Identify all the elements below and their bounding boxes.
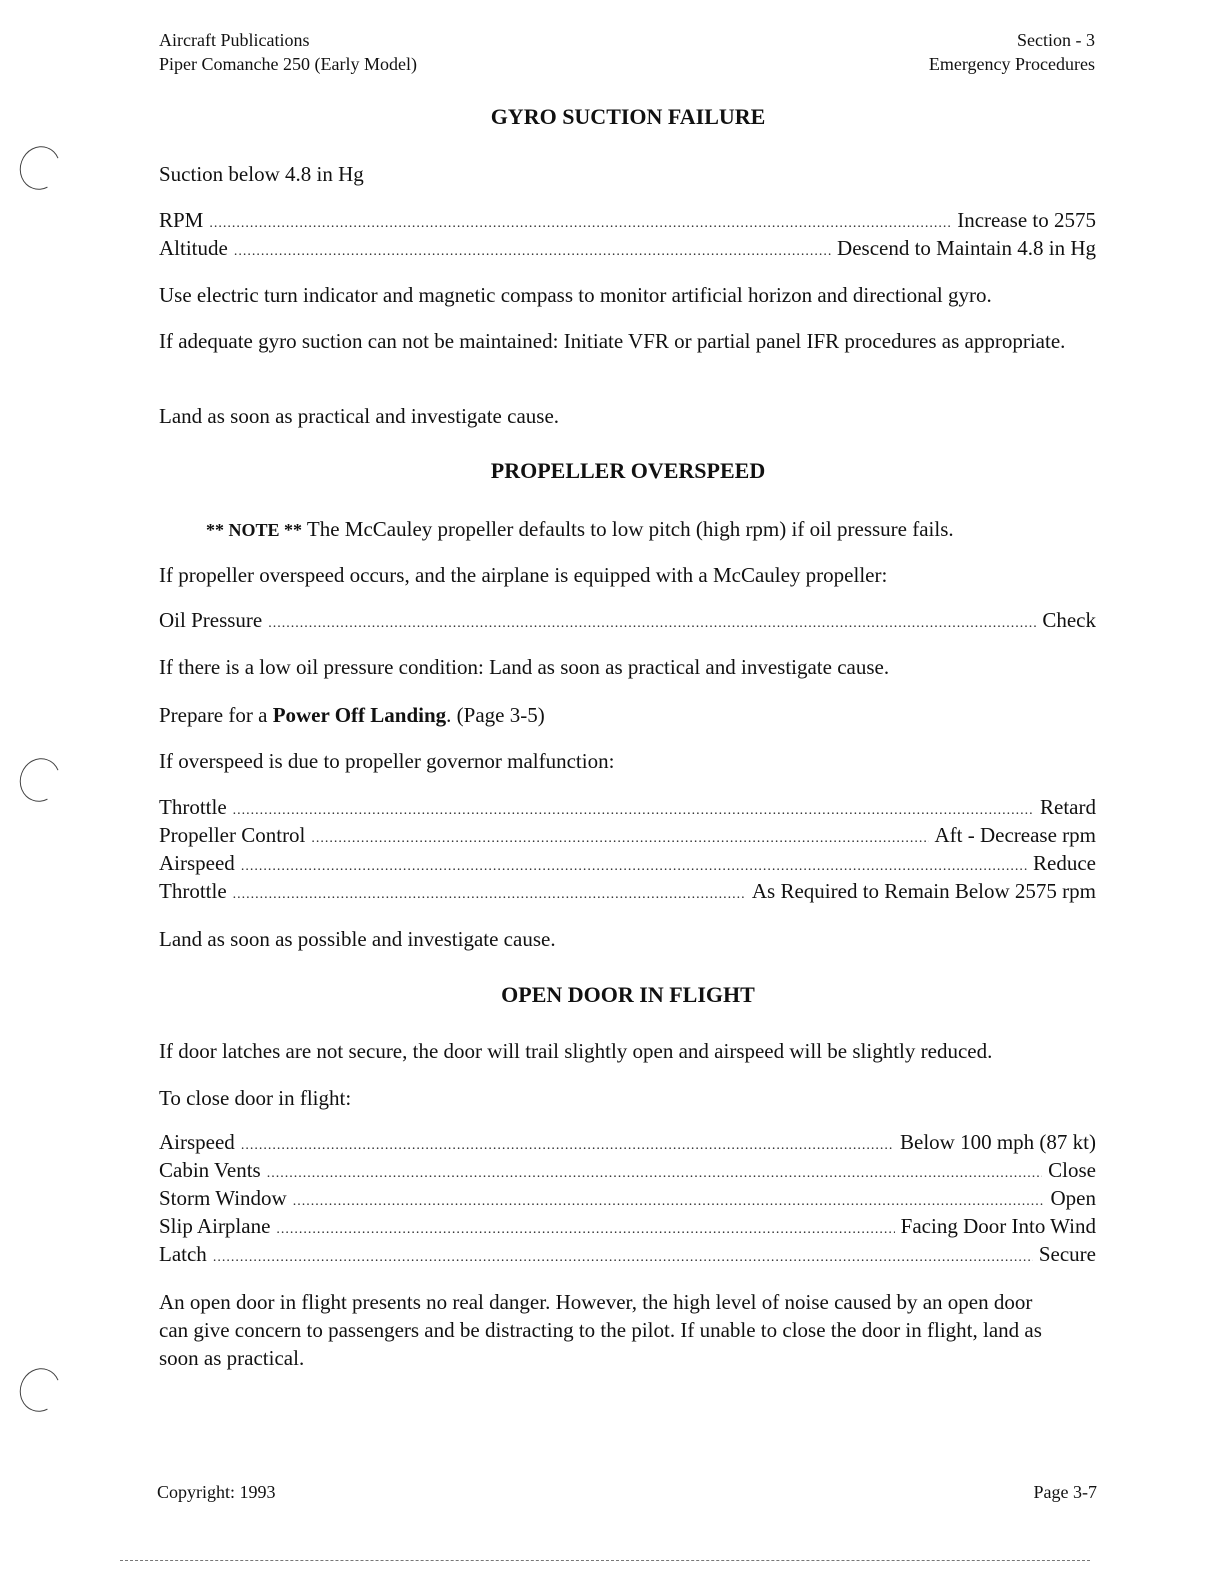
punch-hole	[14, 1362, 67, 1417]
door-checklist	[159, 1128, 1096, 1268]
publisher-name: Aircraft Publications	[159, 30, 310, 50]
leader-dots	[233, 797, 1034, 825]
checklist-item-action: Open	[1050, 1186, 1096, 1210]
door-paragraph: If door latches are not secure, the door will trail slightly open and airspeed will be slightly reduced.	[159, 1039, 993, 1063]
text-span: Prepare for a	[159, 703, 273, 727]
section-name: Emergency Procedures	[928, 54, 1095, 74]
gyro-paragraph: If adequate gyro suction can not be maintained: Initiate VFR or partial panel IFR procedures as appropriate.	[159, 329, 1066, 353]
gyro-section-title: GYRO SUCTION FAILURE	[490, 104, 766, 129]
power-off-landing-ref: Power Off Landing	[272, 703, 447, 727]
header-left	[159, 28, 417, 76]
checklist-item-label: Cabin Vents	[159, 1158, 261, 1182]
checklist-row	[159, 1240, 1096, 1268]
gyro-checklist	[159, 206, 1096, 262]
punch-hole	[14, 752, 67, 807]
governor-checklist	[159, 793, 1096, 905]
propeller-paragraph	[159, 701, 1104, 729]
door-paragraph: An open door in flight presents no real danger. However, the high level of noise caused by an open door can give concern to passengers and be distracting to the pilot. If unable to close the door in flight, land as soon as practical.	[159, 1290, 1042, 1370]
note-label: ** NOTE **	[206, 520, 303, 540]
checklist-item-label: Latch	[159, 1242, 207, 1266]
propeller-paragraph: If propeller overspeed occurs, and the airplane is equipped with a McCauley propeller:	[159, 563, 888, 587]
page-number: Page 3-7	[1033, 1482, 1097, 1502]
oil-checklist	[159, 606, 1096, 634]
leader-dots	[241, 1132, 894, 1160]
leader-dots	[311, 825, 928, 853]
checklist-row	[159, 1128, 1096, 1156]
propeller-paragraph: If overspeed is due to propeller governor malfunction:	[159, 749, 615, 773]
note-text: The McCauley propeller defaults to low pitch (high rpm) if oil pressure fails.	[306, 517, 954, 541]
leader-dots	[233, 881, 746, 909]
checklist-item-action: Increase to 2575	[957, 208, 1096, 232]
propeller-section-title: PROPELLER OVERSPEED	[490, 458, 766, 483]
checklist-item-label: RPM	[159, 208, 204, 232]
checklist-row	[159, 234, 1096, 262]
checklist-item-action: Secure	[1038, 1242, 1096, 1266]
propeller-note	[206, 515, 1106, 544]
punch-hole	[14, 140, 67, 195]
checklist-item-action: Aft - Decrease rpm	[934, 823, 1096, 847]
propeller-paragraph: Land as soon as possible and investigate cause.	[159, 927, 556, 951]
leader-dots	[234, 238, 831, 266]
leader-dots	[213, 1244, 1033, 1272]
checklist-item-action: Reduce	[1033, 851, 1096, 875]
checklist-row	[159, 877, 1096, 905]
leader-dots	[268, 610, 1036, 638]
checklist-item-label: Airspeed	[159, 851, 235, 875]
section-number: Section - 3	[1017, 30, 1095, 50]
door-paragraph: To close door in flight:	[159, 1086, 352, 1110]
checklist-row	[159, 793, 1096, 821]
checklist-item-action: Retard	[1040, 795, 1096, 819]
checklist-row	[159, 849, 1096, 877]
gyro-paragraph: Land as soon as practical and investigate cause.	[159, 404, 560, 428]
checklist-item-action: Descend to Maintain 4.8 in Hg	[837, 236, 1096, 260]
checklist-item-action: Below 100 mph (87 kt)	[900, 1130, 1096, 1154]
scan-edge-line	[120, 1560, 1090, 1561]
copyright: Copyright: 1993	[157, 1482, 276, 1502]
checklist-item-action: Check	[1042, 608, 1096, 632]
gyro-condition: Suction below 4.8 in Hg	[159, 162, 364, 186]
door-section-title: OPEN DOOR IN FLIGHT	[501, 982, 755, 1007]
leader-dots	[267, 1160, 1042, 1188]
checklist-row	[159, 1212, 1096, 1240]
page-ref: . (Page 3-5)	[446, 703, 545, 727]
gyro-paragraph: Use electric turn indicator and magnetic compass to monitor artificial horizon and directional gyro.	[159, 283, 992, 307]
checklist-item-label: Oil Pressure	[159, 608, 263, 632]
checklist-item-label: Throttle	[159, 795, 227, 819]
checklist-row	[159, 206, 1096, 234]
checklist-row	[159, 821, 1096, 849]
checklist-item-action: As Required to Remain Below 2575 rpm	[751, 879, 1096, 903]
checklist-item-label: Storm Window	[159, 1186, 287, 1210]
checklist-item-action: Facing Door Into Wind	[900, 1214, 1096, 1238]
checklist-row	[159, 1156, 1096, 1184]
propeller-paragraph: If there is a low oil pressure condition: Land as soon as practical and investigate cause.	[159, 655, 890, 679]
leader-dots	[276, 1216, 894, 1244]
checklist-row	[159, 1184, 1096, 1212]
checklist-item-label: Throttle	[159, 879, 227, 903]
aircraft-model: Piper Comanche 250 (Early Model)	[159, 54, 417, 74]
checklist-item-label: Airspeed	[159, 1130, 235, 1154]
checklist-item-action: Close	[1048, 1158, 1096, 1182]
checklist-item-label: Altitude	[159, 236, 228, 260]
checklist-item-label: Slip Airplane	[159, 1214, 271, 1238]
checklist-item-label: Propeller Control	[159, 823, 306, 847]
checklist-row	[159, 606, 1096, 634]
header-right	[929, 28, 1095, 76]
